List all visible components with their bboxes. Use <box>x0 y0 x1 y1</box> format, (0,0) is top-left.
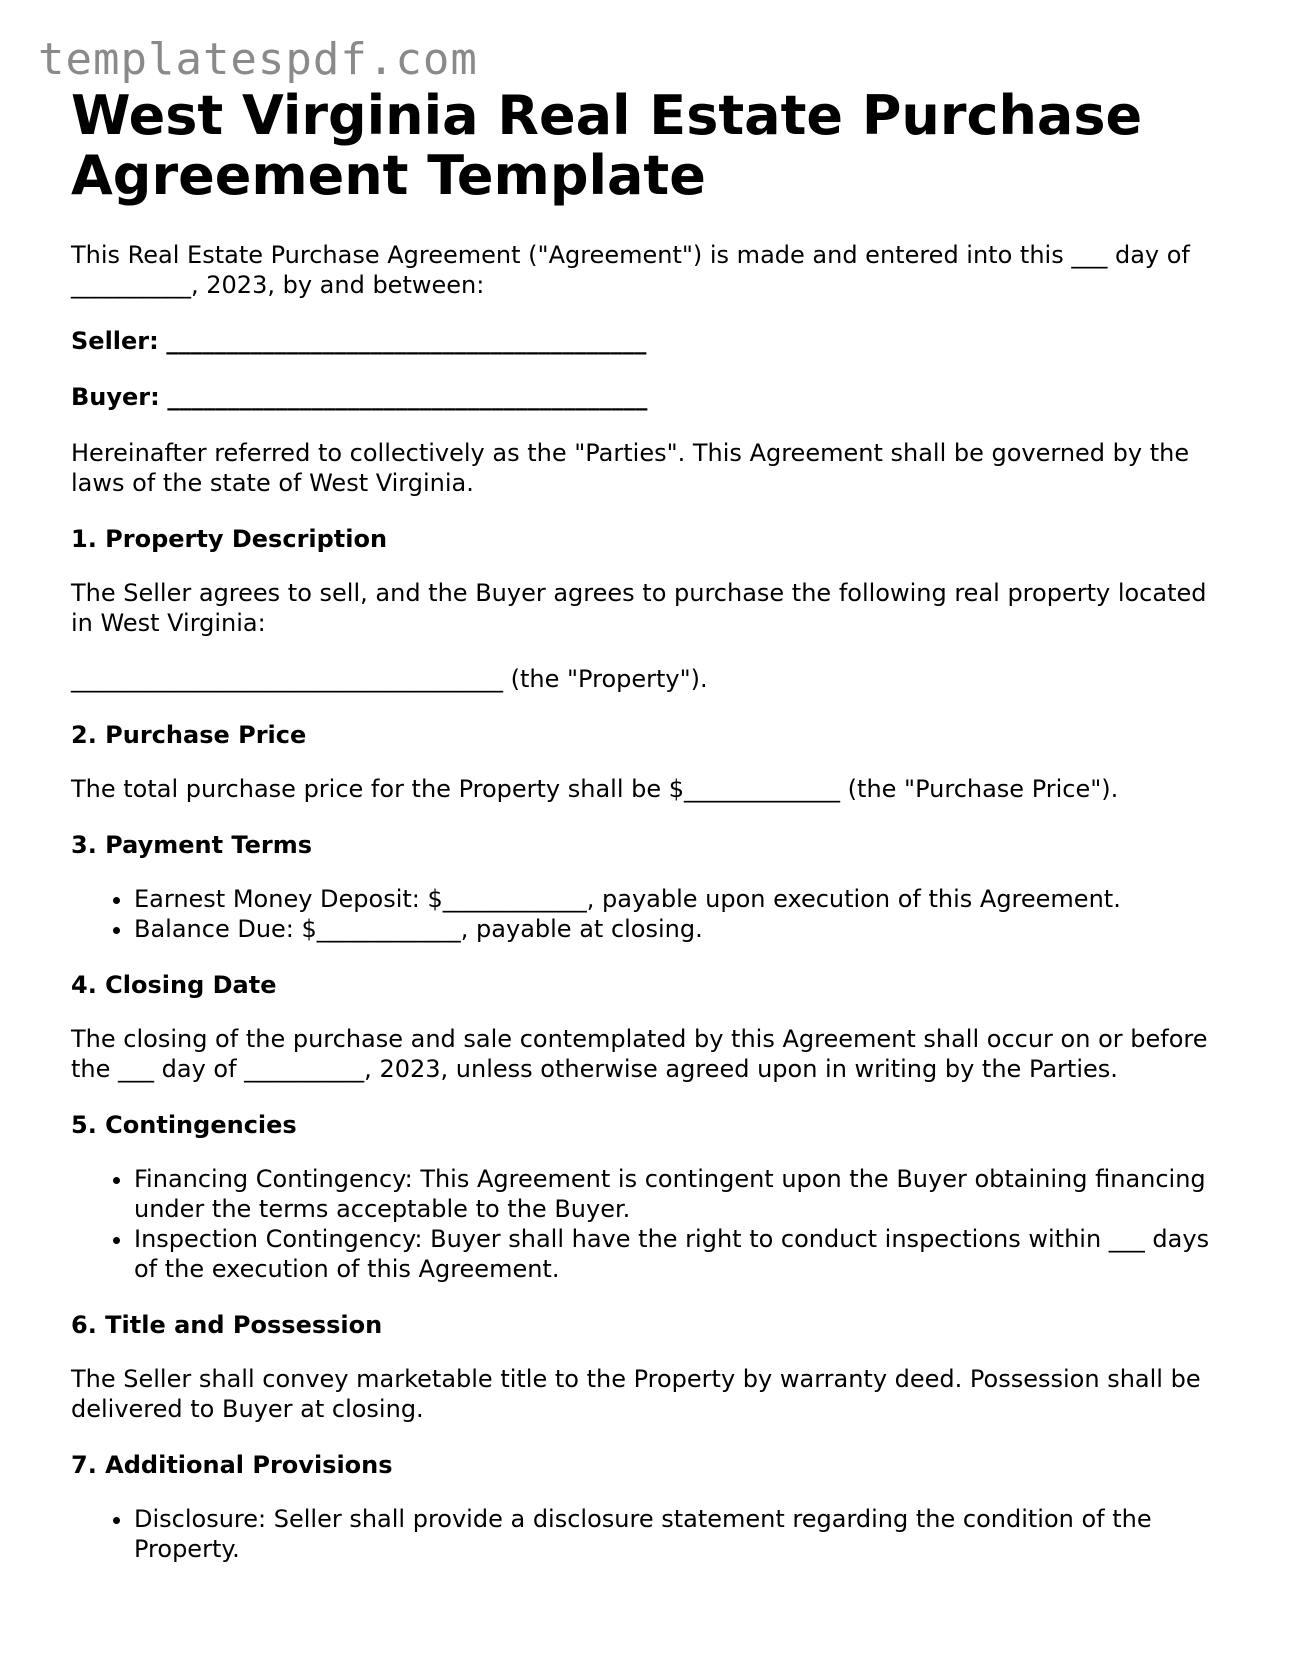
parties-paragraph: Hereinafter referred to collectively as the "Parties". This Agreement shall be governed by the laws of the state of West Virginia. <box>71 439 1190 497</box>
list-item: • Balance Due: $____________, payable at closing. <box>134 914 1221 944</box>
section-heading-title-possession: 6. Title and Possession <box>71 1311 383 1339</box>
closing-paragraph: The closing of the purchase and sale contemplated by this Agreement shall occur on or before the ___ day of __________, 2023, unless otherwise agreed upon in writing by the Parties. <box>71 1025 1208 1083</box>
section-heading-contingencies: 5. Contingencies <box>71 1111 297 1139</box>
property-blank-line: ____________________________________ (the "Property"). <box>71 665 708 693</box>
section-heading-closing: 4. Closing Date <box>71 971 277 999</box>
list-item: • Disclosure: Seller shall provide a disclosure statement regarding the condition of the Property. <box>134 1504 1221 1564</box>
additional-list <box>71 1504 1221 1564</box>
list-item: • Financing Contingency: This Agreement is contingent upon the Buyer obtaining financing under the terms acceptable to the Buyer. <box>134 1164 1221 1224</box>
section-heading-property: 1. Property Description <box>71 525 388 553</box>
buyer-blank: ________________________________________ <box>167 383 648 411</box>
buyer-line <box>71 382 1221 412</box>
document-title: West Virginia Real Estate Purchase Agreement Template <box>71 84 1143 207</box>
document-page <box>71 86 1221 1590</box>
seller-label: Seller: <box>71 327 159 355</box>
section-heading-additional: 7. Additional Provisions <box>71 1451 393 1479</box>
payment-list <box>71 884 1221 944</box>
buyer-label: Buyer: <box>71 383 160 411</box>
section-heading-price: 2. Purchase Price <box>71 721 307 749</box>
contingencies-list <box>71 1164 1221 1284</box>
property-paragraph: The Seller agrees to sell, and the Buyer agrees to purchase the following real property located in West Virginia: <box>71 579 1207 637</box>
section-heading-payment: 3. Payment Terms <box>71 831 313 859</box>
watermark: templatespdf.com <box>38 34 478 85</box>
title-possession-paragraph: The Seller shall convey marketable title to the Property by warranty deed. Possession shall be delivered to Buyer at closing. <box>71 1365 1201 1423</box>
seller-blank: ________________________________________ <box>166 327 647 355</box>
intro-paragraph: This Real Estate Purchase Agreement ("Agreement") is made and entered into this ___ day of __________, 2023, by and between: <box>71 241 1190 299</box>
price-paragraph: The total purchase price for the Property shall be $_____________ (the "Purchase Price"). <box>71 775 1119 803</box>
seller-line <box>71 326 1221 356</box>
list-item: • Earnest Money Deposit: $____________, payable upon execution of this Agreement. <box>134 884 1221 914</box>
list-item: • Inspection Contingency: Buyer shall have the right to conduct inspections within ___ days of the execution of this Agreement. <box>134 1224 1221 1284</box>
